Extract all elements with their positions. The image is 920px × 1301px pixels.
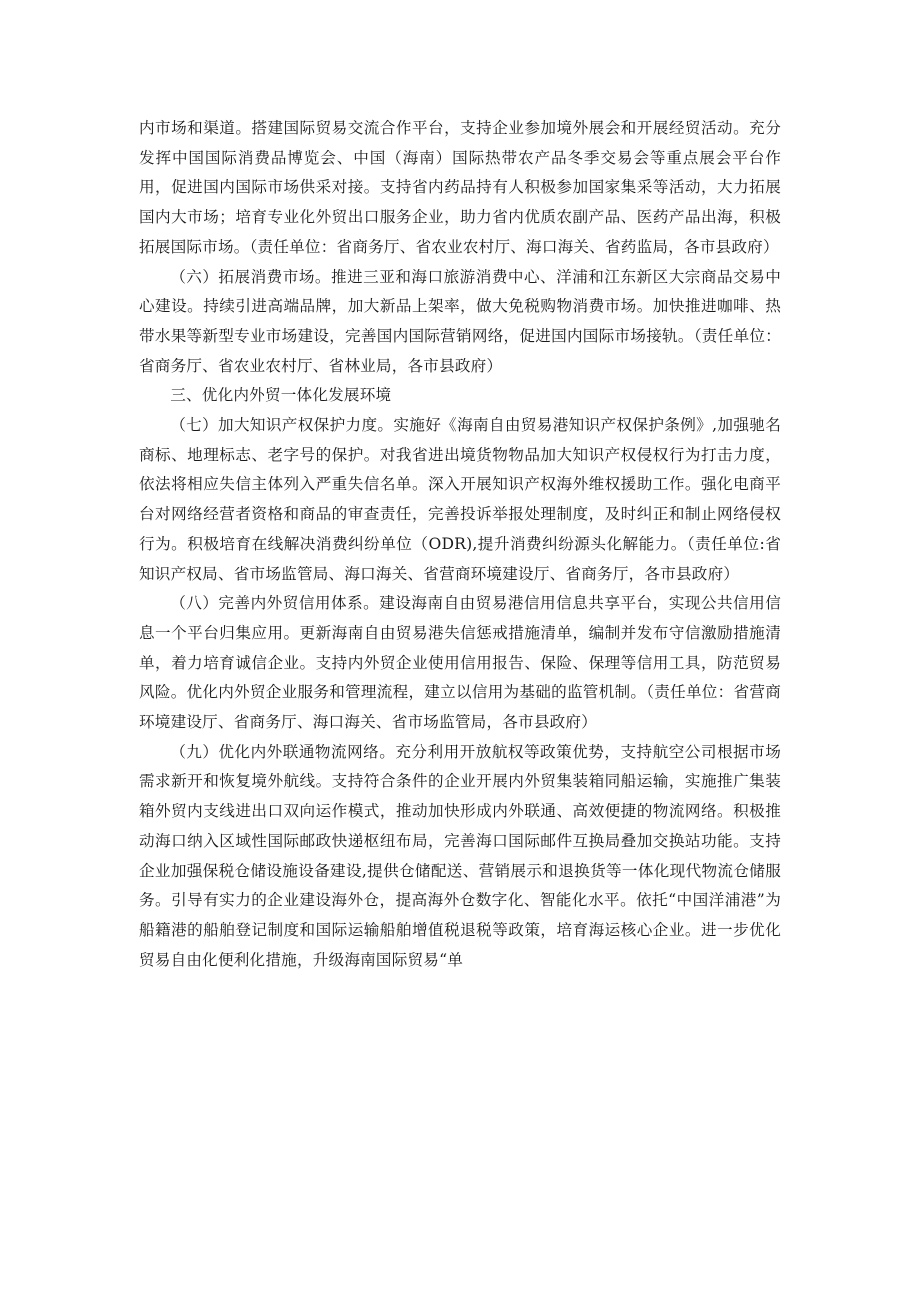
paragraph-item-9: （九）优化内外联通物流网络。充分利用开放航权等政策优势，支持航空公司根据市场需求新开和恢复境外航线。支持符合条件的企业开展内外贸集装箱同船运输，实施推广集装箱外贸内支线进出口双向运作模式，推动加快形成内外联通、高效便捷的物流网络。积极推动海口纳入区域性国际邮政快递枢纽布局，完善海口国际邮件互换局叠加交换站功能。支持企业加强保税仓储设施设备建设,提供仓储配送、营销展示和退换货等一体化现代物流仓储服务。引导有实力的企业建设海外仓，提高海外仓数字化、智能化水平。依托“中国洋浦港”为船籍港的船舶登记制度和国际运输船舶增值税退税等政策，培育海运核心企业。进一步优化贸易自由化便利化措施，升级海南国际贸易“单: [139, 742, 781, 969]
paragraph-item-8: （八）完善内外贸信用体系。建设海南自由贸易港信用信息共享平台，实现公共信用信息一个平台归集应用。更新海南自由贸易港失信惩戒措施清单，编制并发布守信激励措施清单，着力培育诚信企业。支持内外贸企业使用信用报告、保险、保理等信用工具，防范贸易风险。优化内外贸企业服务和管理流程，建立以信用为基础的监管机制。（责任单位：省营商环境建设厅、省商务厅、海口海关、省市场监管局，各市县政府）: [139, 594, 781, 732]
section-heading-3: 三、优化内外贸一体化发展环境: [170, 386, 392, 405]
paragraph-item-7: （七）加大知识产权保护力度。实施好《海南自由贸易港知识产权保护条例》,加强驰名商标、地理标志、老字号的保护。对我省进出境货物物品加大知识产权侵权行为打击力度，依法将相应失信主体列入严重失信名单。深入开展知识产权海外维权援助工作。强化电商平台对网络经营者资格和商品的审查责任，完善投诉举报处理制度，及时纠正和制止网络侵权行为。积极培育在线解决消费纠纷单位（ODR),提升消费纠纷源头化解能力。（责任单位:省知识产权局、省市场监管局、海口海关、省营商环境建设厅、省商务厅，各市县政府）: [139, 416, 781, 583]
paragraph-item-6: （六）拓展消费市场。推进三亚和海口旅游消费中心、洋浦和江东新区大宗商品交易中心建设。持续引进高端品牌，加大新品上架率，做大免税购物消费市场。加快推进咖啡、热带水果等新型专业市场建设，完善国内国际营销网络，促进国内国际市场接轨。（责任单位：省商务厅、省农业农村厅、省林业局，各市县政府）: [139, 267, 781, 375]
document-body: [139, 114, 781, 975]
paragraph-continuation: 内市场和渠道。搭建国际贸易交流合作平台，支持企业参加境外展会和开展经贸活动。充分发挥中国国际消费品博览会、中国（海南）国际热带农产品冬季交易会等重点展会平台作用，促进国内国际市场供采对接。支持省内药品持有人积极参加国家集采等活动，大力拓展国内大市场；培育专业化外贸出口服务企业，助力省内优质农副产品、医药产品出海，积极拓展国际市场。（责任单位：省商务厅、省农业农村厅、海口海关、省药监局，各市县政府）: [139, 119, 781, 256]
